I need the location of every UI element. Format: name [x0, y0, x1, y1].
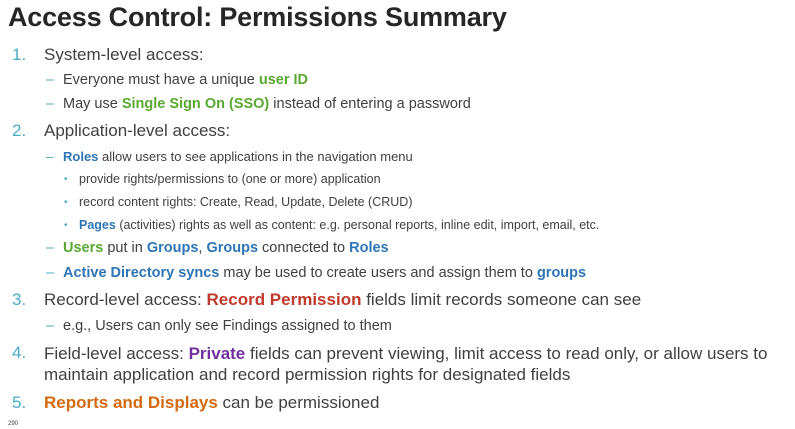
highlight-private: Private — [188, 344, 246, 363]
highlight-groups-2: Groups — [206, 240, 259, 256]
highlight-roles: Roles — [63, 149, 99, 164]
item-text: Application-level access: — [44, 121, 231, 140]
text-mid: may be used to create users and assign them to — [219, 265, 537, 281]
highlight-users: Users — [63, 240, 104, 256]
bullet-rights — [64, 172, 381, 186]
bullet-marker: • — [64, 220, 68, 231]
item-text-post: fields limit records someone can see — [361, 290, 642, 309]
highlight-pages: Pages — [79, 218, 116, 232]
sub-item-active-directory — [46, 265, 586, 281]
item-number: 5. — [12, 393, 27, 412]
item-text: System-level access: — [44, 45, 204, 64]
sub-item-sso — [46, 96, 471, 112]
sub-text: Everyone must have a unique — [63, 72, 259, 88]
sub-text-post: instead of entering a password — [269, 96, 471, 112]
sub-item-user-id — [46, 72, 308, 88]
highlight-groups-3: groups — [536, 265, 587, 281]
list-item-application-level — [12, 121, 230, 141]
text-put-in: put in — [103, 240, 147, 256]
highlight-groups: Groups — [146, 240, 199, 256]
bullet-pages — [64, 218, 599, 232]
dash-marker: – — [46, 265, 55, 281]
bullet-marker: • — [64, 174, 68, 185]
sub-item-users-groups — [46, 240, 389, 256]
list-item-record-level — [12, 290, 641, 310]
item-text-post: can be permissioned — [217, 393, 380, 412]
highlight-sso: Single Sign On (SSO) — [121, 96, 270, 112]
highlight-ad-syncs: Active Directory syncs — [63, 265, 220, 281]
sub-item-findings — [46, 318, 392, 334]
text-connected: connected to — [258, 240, 350, 256]
item-number: 1. — [12, 45, 27, 64]
text-comma: , — [198, 240, 207, 256]
item-number: 2. — [12, 121, 27, 140]
list-item-reports — [12, 393, 379, 413]
bullet-crud — [64, 195, 412, 209]
bullet-text: record content rights: Create, Read, Update, Delete (CRUD) — [79, 195, 413, 209]
item-text-post: fields can prevent viewing, limit access to read only, or allow users to maintain application and record permission rights for designated fields — [44, 344, 768, 384]
bullet-text-post: (activities) rights as well as content: e.g. personal reports, inline edit, import, email, etc. — [115, 218, 600, 232]
slide-title: Access Control: Permissions Summary — [8, 2, 507, 32]
item-text: Field-level access: — [44, 344, 189, 363]
sub-text: e.g., Users can only see Findings assigned to them — [63, 318, 392, 334]
sub-item-roles — [46, 149, 413, 164]
item-number: 3. — [12, 290, 27, 309]
list-item-field-level — [12, 343, 789, 385]
dash-marker: – — [46, 96, 55, 112]
dash-marker: – — [46, 318, 55, 334]
page-number: 290 — [8, 421, 19, 427]
dash-marker: – — [46, 240, 55, 256]
dash-marker: – — [46, 72, 55, 88]
bullet-marker: • — [64, 197, 68, 208]
item-number: 4. — [12, 343, 27, 362]
item-text: Record-level access: — [44, 290, 207, 309]
sub-text: May use — [63, 96, 122, 112]
bullet-text: provide rights/permissions to (one or more) application — [79, 172, 381, 186]
sub-text-post: allow users to see applications in the navigation menu — [98, 149, 413, 164]
highlight-record-permission: Record Permission — [206, 290, 362, 309]
highlight-roles-2: Roles — [349, 240, 389, 256]
list-item-system-level — [12, 45, 204, 65]
dash-marker: – — [46, 149, 54, 164]
highlight-reports-displays: Reports and Displays — [44, 393, 218, 412]
highlight-user-id: user ID — [258, 72, 309, 88]
